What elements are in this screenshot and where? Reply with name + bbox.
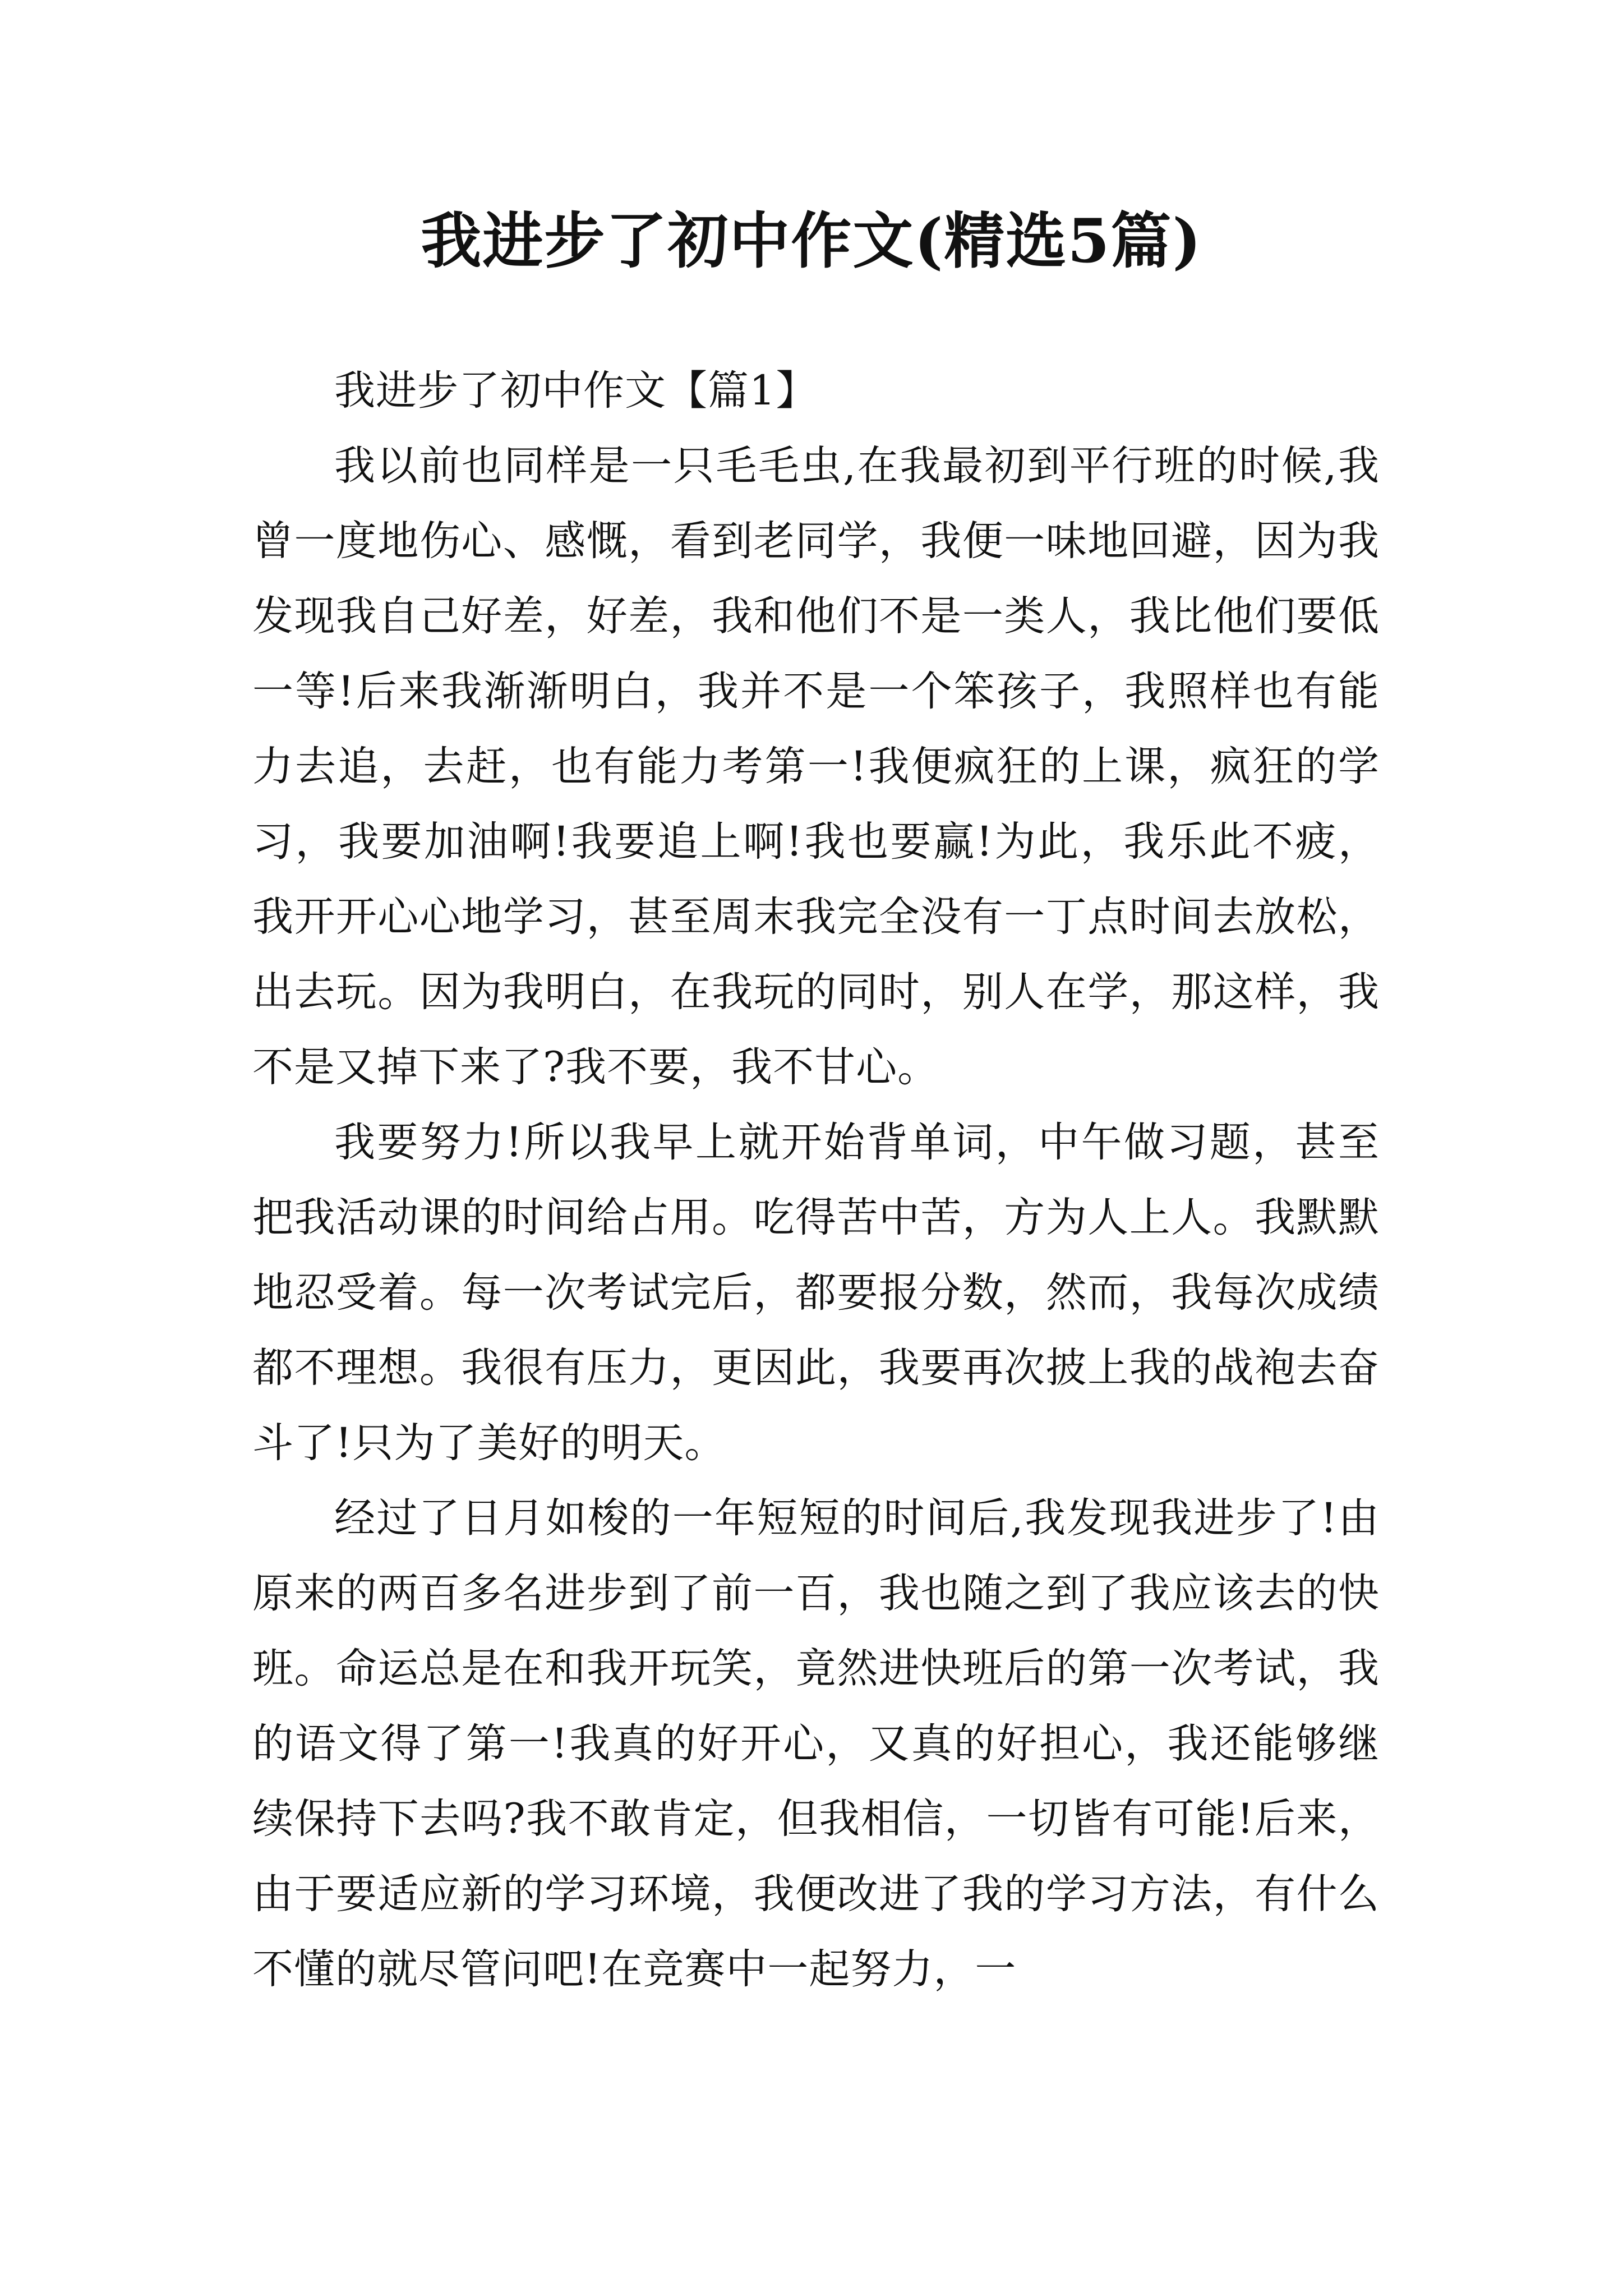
document-title: 我进步了初中作文(精选5篇) <box>421 206 1202 277</box>
document-body <box>252 353 1380 2007</box>
section-heading: 我进步了初中作文【篇1】 <box>334 367 818 415</box>
paragraph-2: 我要努力!所以我早上就开始背单词，中午做习题，甚至把我活动课的时间给占用。吃得苦中苦，方为人上人。我默默地忍受着。每一次考试完后，都要报分数，然而，我每次成绩都不理想。我很有压力，更因此，我要再次披上我的战袍去奋斗了!只为了美好的明天。 <box>252 1119 1380 1467</box>
paragraph-3: 经过了日月如梭的一年短短的时间后,我发现我进步了!由原来的两百多名进步到了前一百，我也随之到了我应该去的快班。命运总是在和我开玩笑，竟然进快班后的第一次考试，我的语文得了第一!我真的好开心，又真的好担心，我还能够继续保持下去吗?我不敢肯定，但我相信，一切皆有可能!后来，由于要适应新的学习环境，我便改进了我的学习方法，有什么不懂的就尽管问吧!在竞赛中一起努力，一 <box>252 1494 1380 1993</box>
paragraph-1: 我以前也同样是一只毛毛虫,在我最初到平行班的时候,我曾一度地伤心、感慨，看到老同学，我便一味地回避，因为我发现我自己好差，好差，我和他们不是一类人，我比他们要低一等!后来我渐渐明白，我并不是一个笨孩子，我照样也有能力去追，去赶，也有能力考第一!我便疯狂的上课，疯狂的学习，我要加油啊!我要追上啊!我也要赢!为此，我乐此不疲，我开开心心地学习，甚至周末我完全没有一丁点时间去放松，出去玩。因为我明白，在我玩的同时，别人在学，那这样，我不是又掉下来了?我不要，我不甘心。 <box>252 442 1380 1091</box>
